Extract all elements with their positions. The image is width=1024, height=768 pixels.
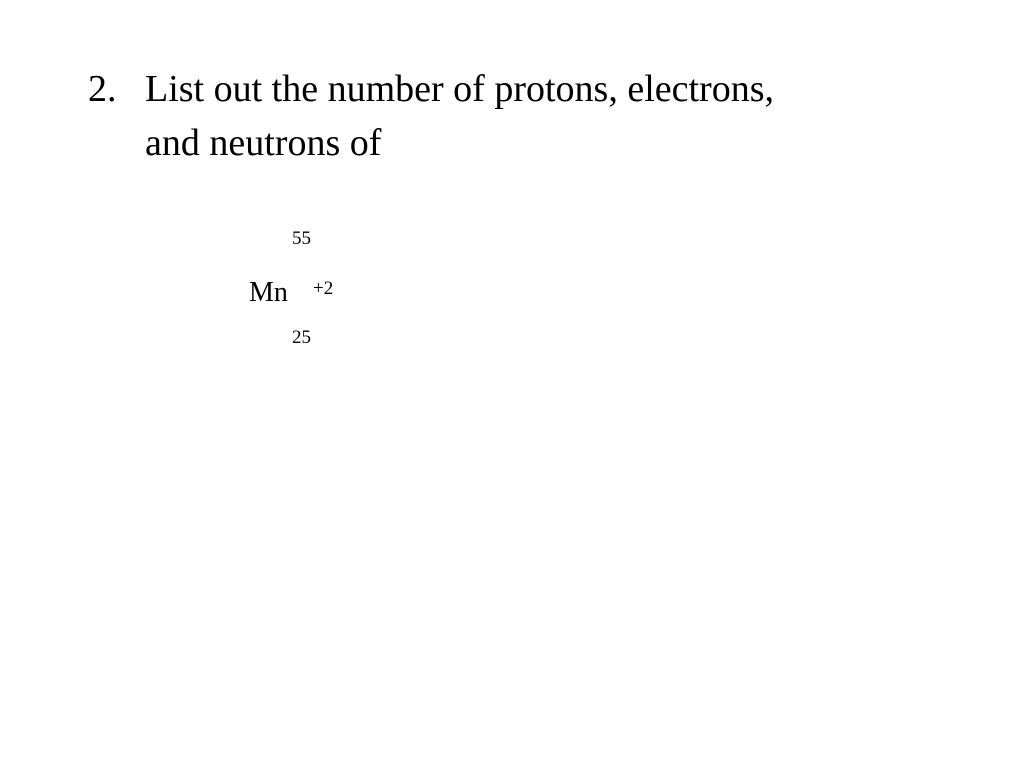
question-line-2: and neutrons of xyxy=(145,122,382,164)
ion-charge: +2 xyxy=(313,278,334,299)
question-line-1: List out the number of protons, electrons, xyxy=(145,68,774,110)
mass-number: 55 xyxy=(292,228,311,249)
atomic-number: 25 xyxy=(292,327,311,348)
question-number: 2. xyxy=(88,68,117,110)
element-symbol: Mn xyxy=(249,277,288,308)
